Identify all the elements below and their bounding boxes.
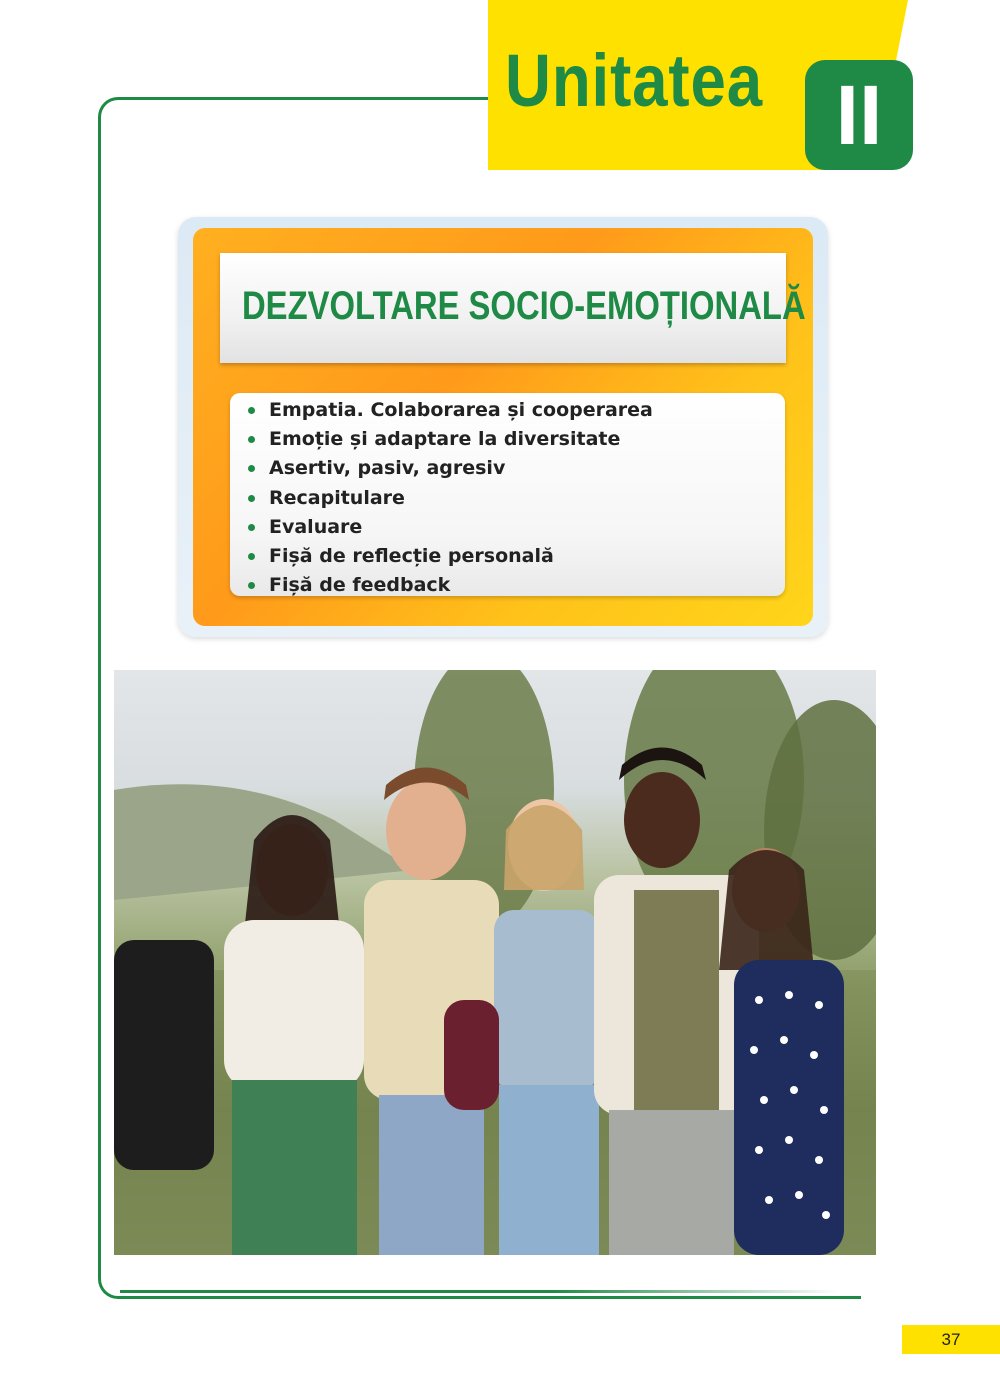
list-item [240, 425, 653, 454]
list-item [240, 454, 653, 483]
topic-label: Asertiv, pasiv, agresiv [269, 457, 506, 480]
group-photo-illustration [114, 670, 876, 1255]
frame-bottom-line [120, 1290, 840, 1293]
bullet-icon [248, 465, 255, 472]
frame-top-line [120, 97, 490, 100]
bullet-icon [248, 436, 255, 443]
bullet-icon [248, 495, 255, 502]
list-item [240, 571, 653, 600]
list-item [240, 484, 653, 513]
unit-number-badge: II [805, 60, 913, 170]
topic-label: Fișă de reflecție personală [269, 544, 554, 567]
bullet-icon [248, 582, 255, 589]
card-title: DEZVOLTARE SOCIO-EMOȚIONALĂ [242, 284, 806, 328]
bullet-icon [248, 524, 255, 531]
topic-label: Emoție și adaptare la diversitate [269, 428, 621, 451]
bullet-icon [248, 553, 255, 560]
topic-label: Fișă de feedback [269, 574, 451, 597]
unit-title: Unitatea [505, 39, 763, 122]
topic-label: Recapitulare [269, 486, 405, 509]
topics-list [240, 396, 653, 600]
list-item [240, 396, 653, 425]
group-photo [114, 670, 876, 1255]
topic-label: Empatia. Colaborarea și cooperarea [269, 399, 653, 421]
list-item [240, 542, 653, 571]
page-number: 37 [902, 1325, 1000, 1354]
bullet-icon [248, 407, 255, 414]
topic-label: Evaluare [269, 515, 363, 538]
list-item [240, 513, 653, 542]
